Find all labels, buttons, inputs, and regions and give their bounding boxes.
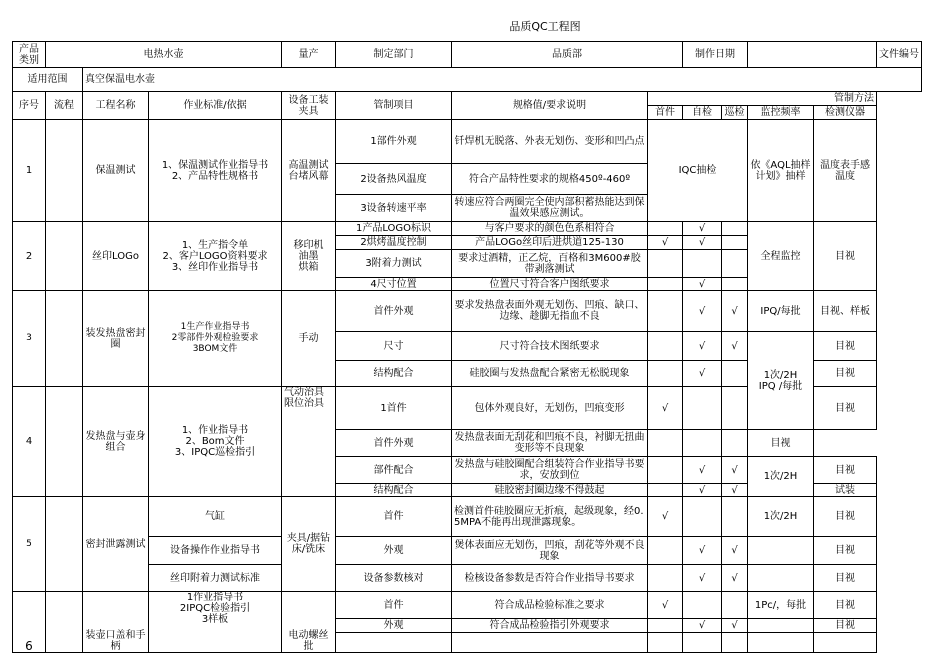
spec-text: 要求过酒精，正乙烷，百格和3M600#胶带剥落测试: [452, 250, 648, 278]
row-no: 3: [13, 291, 46, 387]
dept-value: 品质部: [452, 42, 683, 68]
control-item: 2烘烤温度控制: [336, 236, 452, 250]
first-check: [648, 565, 683, 592]
frequency-cell: 1次/2H: [748, 497, 814, 537]
patrol-check: [722, 222, 748, 236]
row-process: 保温测试: [83, 120, 149, 222]
patrol-check: √: [722, 332, 748, 361]
frequency-cell: 全程监控: [748, 222, 814, 291]
frequency-cell: 1次/2H: [748, 457, 814, 497]
instrument-cell: 目视、样板: [814, 291, 877, 332]
self-check: √: [683, 278, 722, 291]
col-standard: 作业标准/依据: [149, 92, 282, 120]
instrument-cell: 试装: [814, 484, 877, 497]
spec-text: 位置尺寸符合客户图纸要求: [452, 278, 648, 291]
table-row: [13, 222, 922, 236]
self-check: √: [683, 222, 722, 236]
first-check: √: [648, 236, 683, 250]
qc-process-table: [12, 41, 922, 653]
dept-label: 制定部门: [336, 42, 452, 68]
row-process: 装壶口盖和手柄: [83, 592, 149, 653]
spec-text: 发热盘表面无刮花和凹痕不良，衬脚无扭曲变形等不良现象: [452, 430, 648, 457]
row-fixture: 电动螺丝批: [282, 592, 336, 653]
header-row: [13, 42, 922, 68]
control-item: 结构配合: [336, 361, 452, 387]
instrument-cell: 目视: [814, 592, 877, 619]
instrument-cell: 目视: [814, 619, 877, 633]
row-standard: 设备操作作业指导书: [149, 537, 282, 565]
spec-text: 煲体表面应无划伤，凹痕，刮花等外观不良现象: [452, 537, 648, 565]
scope-row: [13, 68, 922, 92]
control-item: 1首件: [336, 387, 452, 430]
spec-text: 钎焊机无脱落、外表无划伤、变形和凹凸点: [452, 120, 648, 164]
control-item: 首件: [336, 592, 452, 619]
control-item: 尺寸: [336, 332, 452, 361]
self-check: √: [683, 537, 722, 565]
spec-text: 检测首件硅胶圈应无折痕，起级现象，经0.5MPA不能再出现泄露现象。: [452, 497, 648, 537]
first-check: √: [648, 497, 683, 537]
frequency-cell: 1次/2H IPQ /每批: [748, 332, 814, 430]
row-process: 密封泄露测试: [83, 497, 149, 592]
first-check: [648, 332, 683, 361]
table-row: [13, 565, 922, 592]
row-standard: 1、生产指令单 2、客户LOGO资料要求 3、丝印作业指导书: [149, 222, 282, 291]
instrument-cell: 目视: [814, 537, 877, 565]
scope-label: 适用范围: [13, 68, 83, 92]
instrument-cell: 目视: [814, 332, 877, 361]
spec-text: 与客户要求的颜色色系相符合: [452, 222, 648, 236]
row-no: 4: [13, 387, 46, 497]
table-row: [13, 291, 922, 332]
first-check: [648, 633, 683, 653]
row-fixture: 高温测试台堵风幕: [282, 120, 336, 222]
first-check: [648, 278, 683, 291]
control-item: 设备参数核对: [336, 565, 452, 592]
self-check: [683, 430, 722, 457]
self-check: √: [683, 332, 722, 361]
frequency-cell: [748, 619, 814, 633]
col-process: 工程名称: [83, 92, 149, 120]
patrol-check: [722, 430, 748, 457]
row-process: 发热盘与壶身组合: [83, 387, 149, 497]
patrol-check: [722, 236, 748, 250]
first-check: [648, 484, 683, 497]
col-flow: 流程: [46, 92, 83, 120]
first-check: [648, 361, 683, 387]
row-no: 2: [13, 222, 46, 291]
control-item: 1部件外观: [336, 120, 452, 164]
instrument-cell: 目视: [814, 497, 877, 537]
scope-value: 真空保温电水壶: [83, 68, 922, 92]
col-control: 管制方法: [648, 92, 877, 106]
spec-text: 符合成品检验标准之要求: [452, 592, 648, 619]
row-no: 5: [13, 497, 46, 592]
row-fixture: 移印机 油墨 烘箱: [282, 222, 336, 291]
first-check: [648, 537, 683, 565]
row-fixture: 气动治具 限位治具: [282, 387, 336, 497]
patrol-check: √: [722, 565, 748, 592]
control-item: 首件: [336, 497, 452, 537]
row-flow: [46, 387, 83, 497]
spec-text: 符合产品特性要求的规格450º-460º: [452, 164, 648, 195]
row-flow: [46, 592, 83, 653]
instrument-cell: 目视: [748, 430, 814, 457]
date-label: 制作日期: [683, 42, 748, 68]
spec-text: 尺寸符合技术图纸要求: [452, 332, 648, 361]
col-instrument: 检测仪器: [814, 106, 877, 120]
row-standard: 丝印附着力测试标准: [149, 565, 282, 592]
patrol-check: √: [722, 484, 748, 497]
row-standard: 1作业指导书 2IPQC检验指引 3样板: [149, 592, 282, 653]
control-item: 结构配合: [336, 484, 452, 497]
frequency-cell: [748, 633, 814, 653]
control-item: 3附着力测试: [336, 250, 452, 278]
patrol-check: [722, 278, 748, 291]
spec-text: 产品LOGo丝印后进烘道125-130: [452, 236, 648, 250]
self-check: √: [683, 565, 722, 592]
row-flow: [46, 497, 83, 592]
row-flow: [46, 222, 83, 291]
first-check: [648, 291, 683, 332]
self-check: √: [683, 291, 722, 332]
category-value: 电热水壶: [46, 42, 282, 68]
instrument-cell: 目视: [814, 387, 877, 430]
row-standard: 气缸: [149, 497, 282, 537]
first-check: [648, 222, 683, 236]
self-check: [683, 497, 722, 537]
spec-text: 要求发热盘表面外观无划伤、凹痕、缺口、边缘、趁脚无指血不良: [452, 291, 648, 332]
control-item: [336, 633, 452, 653]
row-no: 1: [13, 120, 46, 222]
patrol-check: √: [722, 537, 748, 565]
method-cell: IQC抽检: [648, 120, 748, 222]
row-fixture: 手动: [282, 291, 336, 387]
patrol-check: [722, 592, 748, 619]
control-item: 外观: [336, 619, 452, 633]
row-standard: 1、作业指导书 2、Bom文件 3、IPQC巡检指引: [149, 387, 282, 497]
instrument-cell: 温度表手感温度: [814, 120, 877, 222]
self-check: √: [683, 236, 722, 250]
control-item: 4尺寸位置: [336, 278, 452, 291]
self-check: √: [683, 484, 722, 497]
category-label: 产品类别: [13, 42, 46, 68]
column-header-row-1: [13, 92, 922, 106]
self-check: √: [683, 619, 722, 633]
self-check: [683, 250, 722, 278]
patrol-check: [722, 250, 748, 278]
col-frequency: 监控频率: [748, 106, 814, 120]
patrol-check: √: [722, 457, 748, 484]
table-row: [13, 120, 922, 164]
instrument-cell: 目视: [814, 222, 877, 291]
self-check: [683, 387, 722, 430]
date-value: [748, 42, 877, 68]
patrol-check: [722, 633, 748, 653]
self-check: [683, 592, 722, 619]
table-row: [13, 497, 922, 537]
row-standard: 1生产作业指导书 2零部件外观检验要求 3BOM文件: [149, 291, 282, 387]
control-item: 首件外观: [336, 430, 452, 457]
stage-cell: 量产: [282, 42, 336, 68]
col-no: 序号: [13, 92, 46, 120]
row-flow: [46, 291, 83, 387]
page-title: 品质QC工程图: [509, 20, 581, 33]
table-row: [13, 592, 922, 619]
row-fixture: 夹具/据钻床/铣床: [282, 497, 336, 592]
frequency-cell: [748, 565, 814, 592]
col-self: 自检: [683, 106, 722, 120]
col-first: 首件: [648, 106, 683, 120]
spec-text: 检核设备参数是否符合作业指导书要求: [452, 565, 648, 592]
instrument-cell: 目视: [814, 457, 877, 484]
control-item: 部件配合: [336, 457, 452, 484]
row-no: 6: [13, 592, 46, 653]
spec-text: 转速应符合两圈完全使内部积蓄热能达到保温效果感应测试。: [452, 195, 648, 222]
doc-no-label: 文件编号: [877, 42, 922, 68]
first-check: [648, 250, 683, 278]
col-patrol: 巡检: [722, 106, 748, 120]
spec-text: 包体外观良好，无划伤，凹痕变形: [452, 387, 648, 430]
col-fixture: 设备工装夹具: [282, 92, 336, 120]
self-check: √: [683, 457, 722, 484]
control-item: 3设备转速平率: [336, 195, 452, 222]
first-check: [648, 457, 683, 484]
frequency-cell: IPQ/每批: [748, 291, 814, 332]
control-item: 首件外观: [336, 291, 452, 332]
col-item: 管制项目: [336, 92, 452, 120]
row-process: 丝印LOGo: [83, 222, 149, 291]
patrol-check: [722, 387, 748, 430]
first-check: √: [648, 387, 683, 430]
spec-text: 硅胶圈与发热盘配合紧密无松脱现象: [452, 361, 648, 387]
instrument-cell: 目视: [814, 565, 877, 592]
patrol-check: [722, 361, 748, 387]
first-check: [648, 430, 683, 457]
table-row: [13, 537, 922, 565]
first-check: √: [648, 592, 683, 619]
instrument-cell: [814, 633, 877, 653]
instrument-cell: 目视: [814, 361, 877, 387]
row-flow: [46, 120, 83, 222]
control-item: 外观: [336, 537, 452, 565]
row-standard: 1、保温测试作业指导书 2、产品特性规格书: [149, 120, 282, 222]
patrol-check: √: [722, 291, 748, 332]
row-process: 装发热盘密封圈: [83, 291, 149, 387]
col-spec: 规格值/要求说明: [452, 92, 648, 120]
frequency-cell: 1Pc/，每批: [748, 592, 814, 619]
self-check: √: [683, 361, 722, 387]
patrol-check: √: [722, 619, 748, 633]
frequency-cell: 依《AQL抽样计划》抽样: [748, 120, 814, 222]
patrol-check: [722, 497, 748, 537]
spec-text: 符合成品检验指引外观要求: [452, 619, 648, 633]
control-item: 2设备热风温度: [336, 164, 452, 195]
self-check: [683, 633, 722, 653]
first-check: [648, 619, 683, 633]
spec-text: 发热盘与硅胶圈配合组装符合作业指导书要求，安放到位: [452, 457, 648, 484]
spec-text: [452, 633, 648, 653]
spec-text: 硅胶密封圈边缘不得鼓起: [452, 484, 648, 497]
frequency-cell: [748, 537, 814, 565]
control-item: 1产品LOGO标识: [336, 222, 452, 236]
